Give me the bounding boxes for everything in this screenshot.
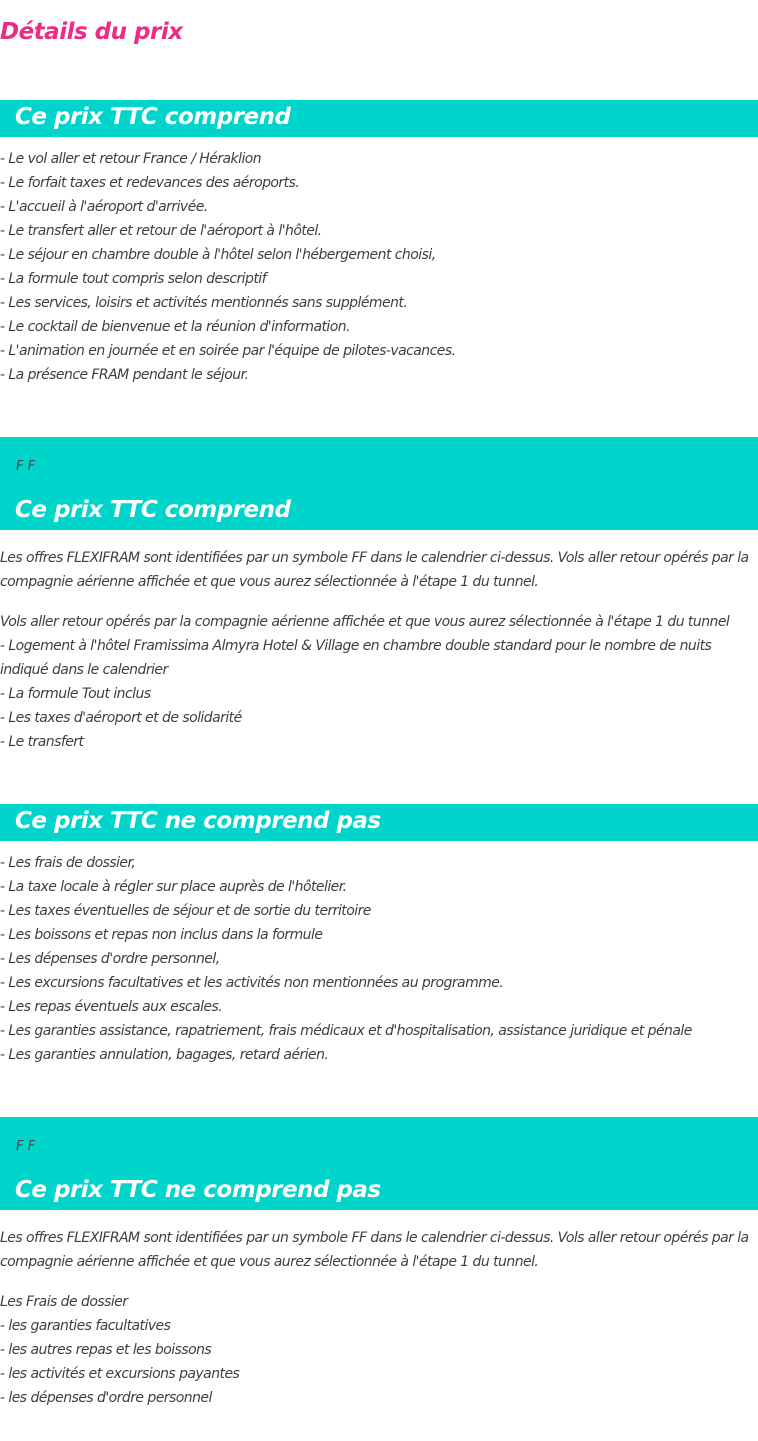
list-item: - Les taxes éventuelles de séjour et de sortie du territoire <box>0 903 371 919</box>
list-item: - Les frais de dossier, <box>0 855 136 871</box>
list-item: - La présence FRAM pendant le séjour. <box>0 367 249 383</box>
section-includes <box>0 100 758 383</box>
list-item: - Les excursions facultatives et les activités non mentionnées au programme. <box>0 975 504 991</box>
list-item: - Le forfait taxes et redevances des aéroports. <box>0 175 300 191</box>
list-item: - Le séjour en chambre double à l'hôtel selon l'hébergement choisi, <box>0 247 436 263</box>
section-header-band <box>0 437 758 530</box>
section-flexifram-includes <box>0 437 758 750</box>
section-heading: Ce prix TTC comprend <box>15 497 291 523</box>
list-item: - La formule tout compris selon descriptif <box>0 271 267 287</box>
list-item: - Les dépenses d'ordre personnel, <box>0 951 220 967</box>
list-item: - La taxe locale à régler sur place auprès de l'hôtelier. <box>0 879 347 895</box>
list-item: - les activités et excursions payantes <box>0 1366 240 1382</box>
list-item: - Les garanties annulation, bagages, retard aérien. <box>0 1047 329 1063</box>
list-item: - Les garanties assistance, rapatriement, frais médicaux et d'hospitalisation, assistance juridique et pénale <box>0 1023 692 1039</box>
section-excludes <box>0 804 758 1063</box>
list-item: Les Frais de dossier <box>0 1294 128 1310</box>
list-item: - les dépenses d'ordre personnel <box>0 1390 212 1406</box>
flexifram-excludes-list <box>0 1290 239 1410</box>
list-item: - Les boissons et repas non inclus dans la formule <box>0 927 323 943</box>
flexifram-details: Vols aller retour opérés par la compagnie aérienne affichée et que vous aurez sélectionnée à l'étape 1 du tunnel - Logement à l'hôtel Framissima Almyra Hotel & Village en chambre double standard pour le nombre de nuits indiqué dans le calendrier - La formule Tout inclus - Les taxes d'aéroport et de solidarité - Le transfert <box>0 614 730 750</box>
list-item: - L'accueil à l'aéroport d'arrivée. <box>0 199 208 215</box>
section-header-band <box>0 804 758 841</box>
flexifram-intro: Les offres FLEXIFRAM sont identifiées par un symbole FF dans le calendrier ci-dessus. Vols aller retour opérés par la compagnie aérienne affichée et que vous aurez sélectionnée à l'étape 1 du tunnel. <box>0 1230 749 1270</box>
section-flexifram-excludes <box>0 1117 758 1406</box>
list-item: - Les services, loisirs et activités mentionnés sans supplément. <box>0 295 408 311</box>
section-heading: Ce prix TTC comprend <box>15 104 291 130</box>
list-item: - Les repas éventuels aux escales. <box>0 999 223 1015</box>
list-item: - L'animation en journée et en soirée par l'équipe de pilotes-vacances. <box>0 343 456 359</box>
flexifram-intro: Les offres FLEXIFRAM sont identifiées par un symbole FF dans le calendrier ci-dessus. Vols aller retour opérés par la compagnie aérienne affichée et que vous aurez sélectionnée à l'étape 1 du tunnel. <box>0 550 749 590</box>
page-title: Détails du prix <box>0 19 183 45</box>
list-item: - Le cocktail de bienvenue et la réunion d'information. <box>0 319 350 335</box>
section-header-band <box>0 1117 758 1210</box>
list-item: - les garanties facultatives <box>0 1318 171 1334</box>
section-heading: Ce prix TTC ne comprend pas <box>15 1177 381 1203</box>
excludes-list <box>0 851 692 1067</box>
list-item: - Le vol aller et retour France / Héraklion <box>0 151 262 167</box>
ff-label: F F <box>16 459 36 474</box>
section-heading: Ce prix TTC ne comprend pas <box>15 808 381 834</box>
section-header-band <box>0 100 758 137</box>
ff-label: F F <box>16 1139 36 1154</box>
includes-list <box>0 147 456 387</box>
list-item: - les autres repas et les boissons <box>0 1342 212 1358</box>
list-item: - Le transfert aller et retour de l'aéroport à l'hôtel. <box>0 223 322 239</box>
